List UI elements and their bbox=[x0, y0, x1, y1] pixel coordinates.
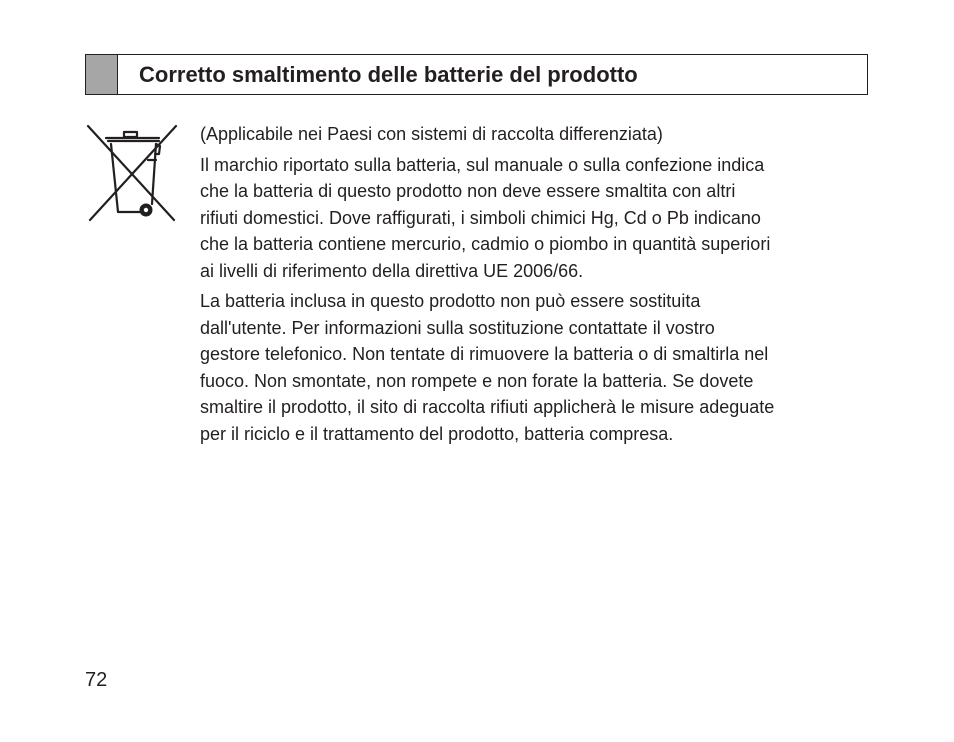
section-header bbox=[85, 54, 868, 95]
paragraph-line: rifiuti domestici. Dove raffigurati, i simboli chimici Hg, Cd o Pb indicano bbox=[200, 207, 761, 228]
paragraph-2 bbox=[200, 288, 865, 447]
crossed-out-wheelie-bin-icon bbox=[86, 124, 178, 224]
section-header-tab bbox=[86, 55, 118, 94]
content-body bbox=[200, 121, 865, 451]
paragraph-line: ai livelli di riferimento della direttiva UE 2006/66. bbox=[200, 260, 584, 281]
paragraph-line: per il riciclo e il trattamento del prodotto, batteria compresa. bbox=[200, 423, 674, 444]
paragraph-line: gestore telefonico. Non tentate di rimuovere la batteria o di smaltirla nel bbox=[200, 344, 769, 364]
paragraph-line: dall'utente. Per informazioni sulla sostituzione contattate il vostro bbox=[200, 317, 715, 338]
intro-text: (Applicabile nei Paesi con sistemi di raccolta differenziata) bbox=[200, 124, 663, 144]
section-title: Corretto smaltimento delle batterie del prodotto bbox=[139, 61, 638, 87]
paragraph-line: Il marchio riportato sulla batteria, sul manuale o sulla confezione indica bbox=[200, 154, 765, 175]
paragraph-line: che la batteria contiene mercurio, cadmio o piombo in quantità superiori bbox=[200, 234, 771, 254]
paragraph-1 bbox=[200, 152, 865, 285]
paragraph-line: che la batteria di questo prodotto non deve essere smaltita con altri bbox=[200, 181, 736, 201]
page-number: 72 bbox=[85, 669, 108, 691]
paragraph-line: smaltire il prodotto, il sito di raccolta rifiuti applicherà le misure adeguate bbox=[200, 397, 775, 417]
paragraph-line: La batteria inclusa in questo prodotto non può essere sostituita bbox=[200, 291, 701, 311]
paragraph-line: fuoco. Non smontate, non rompete e non forate la batteria. Se dovete bbox=[200, 370, 754, 391]
